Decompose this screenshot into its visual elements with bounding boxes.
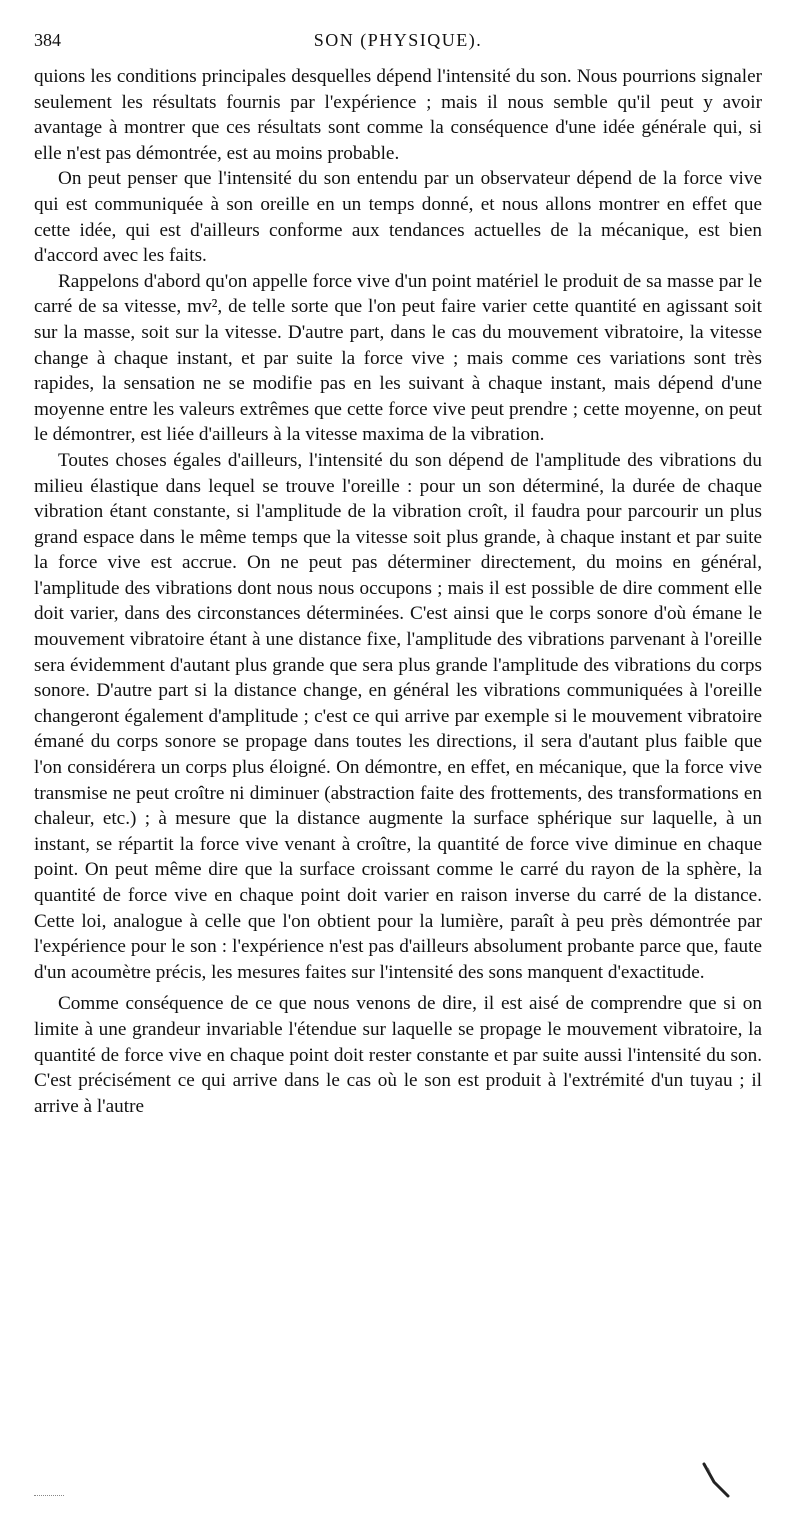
paragraph: Rappelons d'abord qu'on appelle force vive d'un point matériel le produit de sa masse par le carré de sa vitesse, mv², de telle sorte que l'on peut faire varier cette quantité en agissant soit sur la masse, soit sur la vitesse. D'autre part, dans le cas du mouvement vibratoire, la vitesse change à chaque instant, et par suite la force vive ; mais comme ces variations sont très rapides, la sensation ne se modifie pas en les suivant à chaque instant, mais dépend d'une moyenne entre les valeurs extrêmes que cette force vive peut prendre ; cette moyenne, on peut le démontrer, est liée d'ailleurs à la vitesse maxima de la vibration. bbox=[34, 270, 762, 446]
body-text bbox=[34, 64, 762, 1119]
page-number: 384 bbox=[34, 30, 61, 50]
running-head: SON (PHYSIQUE). bbox=[313, 30, 483, 50]
paragraph: On peut penser que l'intensité du son entendu par un observateur dépend de la force vive qui est communiquée à son oreille en un temps donné, et nous allons montrer en effet que cette idée, qui est d'ailleurs conforme aux tendances actuelles de la mécanique, est bien d'accord avec les faits. bbox=[34, 168, 762, 267]
page-header bbox=[34, 30, 762, 56]
footer-rule bbox=[34, 1495, 64, 1496]
paragraph: Toutes choses égales d'ailleurs, l'intensité du son dépend de l'amplitude des vibrations du milieu élastique dans lequel se trouve l'oreille : pour un son déterminé, la durée de chaque vibration étant constante, si l'amplitude de la vibration croît, il faudra pour parcourir un plus grand espace dans le même temps que la vitesse soit plus grande, à chaque instant et par suite la force vive est accrue. On ne peut pas déterminer directement, du moins en général, l'amplitude des vibrations dont nous nous occupons ; mais il est possible de dire comment elle doit varier, dans des circonstances déterminées. C'est ainsi que le corps sonore d'où émane le mouvement vibratoire étant à une distance fixe, l'amplitude des vibrations parvenant à l'oreille sera évidemment d'autant plus grande que sera plus grande l'amplitude des vibrations du corps sonore. D'autre part si la distance change, en général les vibrations communiquées à l'oreille changeront également d'amplitude ; c'est ce qui arrive par exemple si le mouvement vibratoire émané du corps sonore se propage dans toutes les directions, il sera d'autant plus faible que l'on considérera un corps plus éloigné. On démontre, en effet, en mécanique, que la force vive transmise ne peut croître ni diminuer (abstraction faite des frottements, des transformations en chaleur, etc.) ; à mesure que la distance augmente la surface sphérique sur laquelle, à un instant, se répartit la force vive venant à croître, la quantité de force vive diminue en chaque point. On peut même dire que la surface croissant comme le carré du rayon de la sphère, la quantité de force vive en chaque point doit varier en raison inverse du carré de la distance. Cette loi, analogue à celle que l'on obtient pour la lumière, paraît à peu près démontrée par l'expérience pour le son : l'expérience n'est pas d'ailleurs absolument probante parce que, faute d'un acoumètre précis, les mesures faites sur l'intensité des sons manquent d'exactitude. bbox=[34, 449, 762, 983]
paragraph-continuation: quions les conditions principales desquelles dépend l'intensité du son. Nous pourrions signaler seulement les résultats fournis par l'expérience ; mais il nous semble qu'il peut y avoir avantage à montrer que ces résultats sont comme la conséquence d'une idée générale qui, si elle n'est pas démontrée, est au moins probable. bbox=[34, 66, 762, 164]
paragraph: Comme conséquence de ce que nous venons de dire, il est aisé de comprendre que si on limite à une grandeur invariable l'étendue sur laquelle se propage le mouvement vibratoire, la quantité de force vive en chaque point doit rester constante et par suite aussi l'intensité du son. C'est précisément ce qui arrive dans le cas où le son est produit à l'extrémité d'un tuyau ; il arrive à l'autre bbox=[34, 993, 762, 1117]
printer-mark-icon bbox=[700, 1460, 730, 1500]
